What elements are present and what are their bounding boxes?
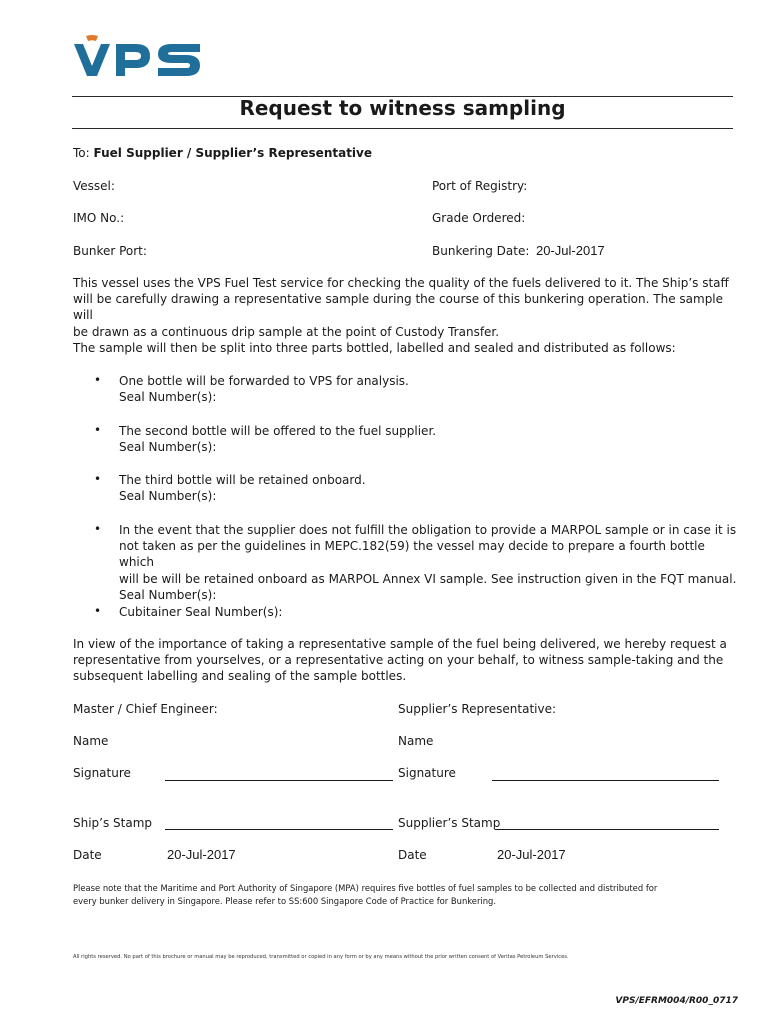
notice-line: Please note that the Maritime and Port Authority of Singapore (MPA) requires five bottles of fuel samples to be collected and distributed for xyxy=(73,883,658,893)
ship-stamp-label: Ship’s Stamp xyxy=(73,816,153,830)
bullet-dot: • xyxy=(94,472,102,486)
bullet-line: Seal Number(s): xyxy=(119,489,217,504)
supplier-representative-label: Supplier’s Representative: xyxy=(398,702,557,716)
document-title: Request to witness sampling xyxy=(239,96,566,120)
grade-ordered-label: Grade Ordered: xyxy=(432,211,526,225)
ship-stamp-line xyxy=(165,829,393,830)
bullet-line: In the event that the supplier does not fulfill the obligation to provide a MARPOL sample or in case it is xyxy=(119,523,737,537)
master-signature-line xyxy=(165,780,393,781)
bunkering-date-label: Bunkering Date: xyxy=(432,244,530,258)
request-paragraph xyxy=(73,636,737,685)
bullet-line: The third bottle will be retained onboard. xyxy=(119,473,366,487)
supplier-date-value: 20-Jul-2017 xyxy=(497,847,566,862)
document-code: VPS/EFRM004/R00_0717 xyxy=(615,996,738,1006)
recipient-value: Fuel Supplier / Supplier’s Representative xyxy=(93,146,372,160)
intro-line: This vessel uses the VPS Fuel Test service for checking the quality of the fuels delivered to it. The Ship’s staff xyxy=(73,276,729,290)
recipient-label: To: xyxy=(73,146,90,160)
supplier-signature-line xyxy=(492,780,719,781)
intro-line: be drawn as a continuous drip sample at the point of Custody Transfer. xyxy=(73,324,500,339)
intro-line: will be carefully drawing a representative sample during the course of this bunkering operation. The sample will xyxy=(73,292,724,323)
bullet-dot: • xyxy=(94,522,102,536)
bullet-line: Seal Number(s): xyxy=(119,587,217,602)
bullet-dot: • xyxy=(94,423,102,437)
vps-logo xyxy=(72,34,204,80)
vessel-label: Vessel: xyxy=(73,179,115,193)
bunkering-date-value: 20-Jul-2017 xyxy=(536,243,605,258)
notice-line: every bunker delivery in Singapore. Please refer to SS:600 Singapore Code of Practice for Bunkering. xyxy=(73,896,497,906)
master-name-label: Name xyxy=(73,734,109,748)
bullet-line: will be will be retained onboard as MARPOL Annex VI sample. See instruction given in the FQT manual. xyxy=(119,571,737,586)
supplier-stamp-label: Supplier’s Stamp xyxy=(398,816,501,830)
port-of-registry-label: Port of Registry: xyxy=(432,179,528,193)
mpa-notice xyxy=(73,882,733,908)
bullet-dot: • xyxy=(94,373,102,387)
bullet-line: Seal Number(s): xyxy=(119,390,217,405)
supplier-stamp-line xyxy=(495,829,719,830)
bullet-item xyxy=(119,373,737,405)
intro-paragraph xyxy=(73,275,737,340)
supplier-date-label: Date xyxy=(398,848,427,862)
bullet-item xyxy=(119,604,737,620)
imo-label: IMO No.: xyxy=(73,211,125,225)
master-signature-label: Signature xyxy=(73,766,131,780)
request-line: subsequent labelling and sealing of the sample bottles. xyxy=(73,669,407,684)
vps-logo-graphic xyxy=(72,34,204,80)
bullet-line: not taken as per the guidelines in MEPC.182(59) the vessel may decide to prepare a fourth bottle which xyxy=(119,539,705,570)
bullet-line: The second bottle will be offered to the fuel supplier. xyxy=(119,424,437,438)
bullet-item xyxy=(119,522,737,603)
bullet-line: Cubitainer Seal Number(s): xyxy=(119,605,283,619)
title-bottom-rule xyxy=(72,128,733,129)
copyright-notice: All rights reserved. No part of this brochure or manual may be reproduced, transmitted or copied in any form or by any means without the prior written consent of Veritas Petroleum Services. xyxy=(73,954,569,960)
bullet-item xyxy=(119,472,737,504)
supplier-name-label: Name xyxy=(398,734,434,748)
bullet-item xyxy=(119,423,737,455)
master-date-value: 20-Jul-2017 xyxy=(167,847,236,862)
request-line: In view of the importance of taking a representative sample of the fuel being delivered, we hereby request a xyxy=(73,637,727,651)
master-chief-engineer-label: Master / Chief Engineer: xyxy=(73,702,218,716)
request-line: representative from yourselves, or a representative acting on your behalf, to witness sample-taking and the xyxy=(73,653,724,668)
recipient-line xyxy=(73,146,372,160)
bullet-line: Seal Number(s): xyxy=(119,440,217,455)
bunker-port-label: Bunker Port: xyxy=(73,244,147,258)
supplier-signature-label: Signature xyxy=(398,766,456,780)
master-date-label: Date xyxy=(73,848,102,862)
bullet-line: One bottle will be forwarded to VPS for analysis. xyxy=(119,374,409,388)
split-paragraph: The sample will then be split into three parts bottled, labelled and sealed and distributed as follows: xyxy=(73,341,676,355)
bullet-dot: • xyxy=(94,604,102,618)
